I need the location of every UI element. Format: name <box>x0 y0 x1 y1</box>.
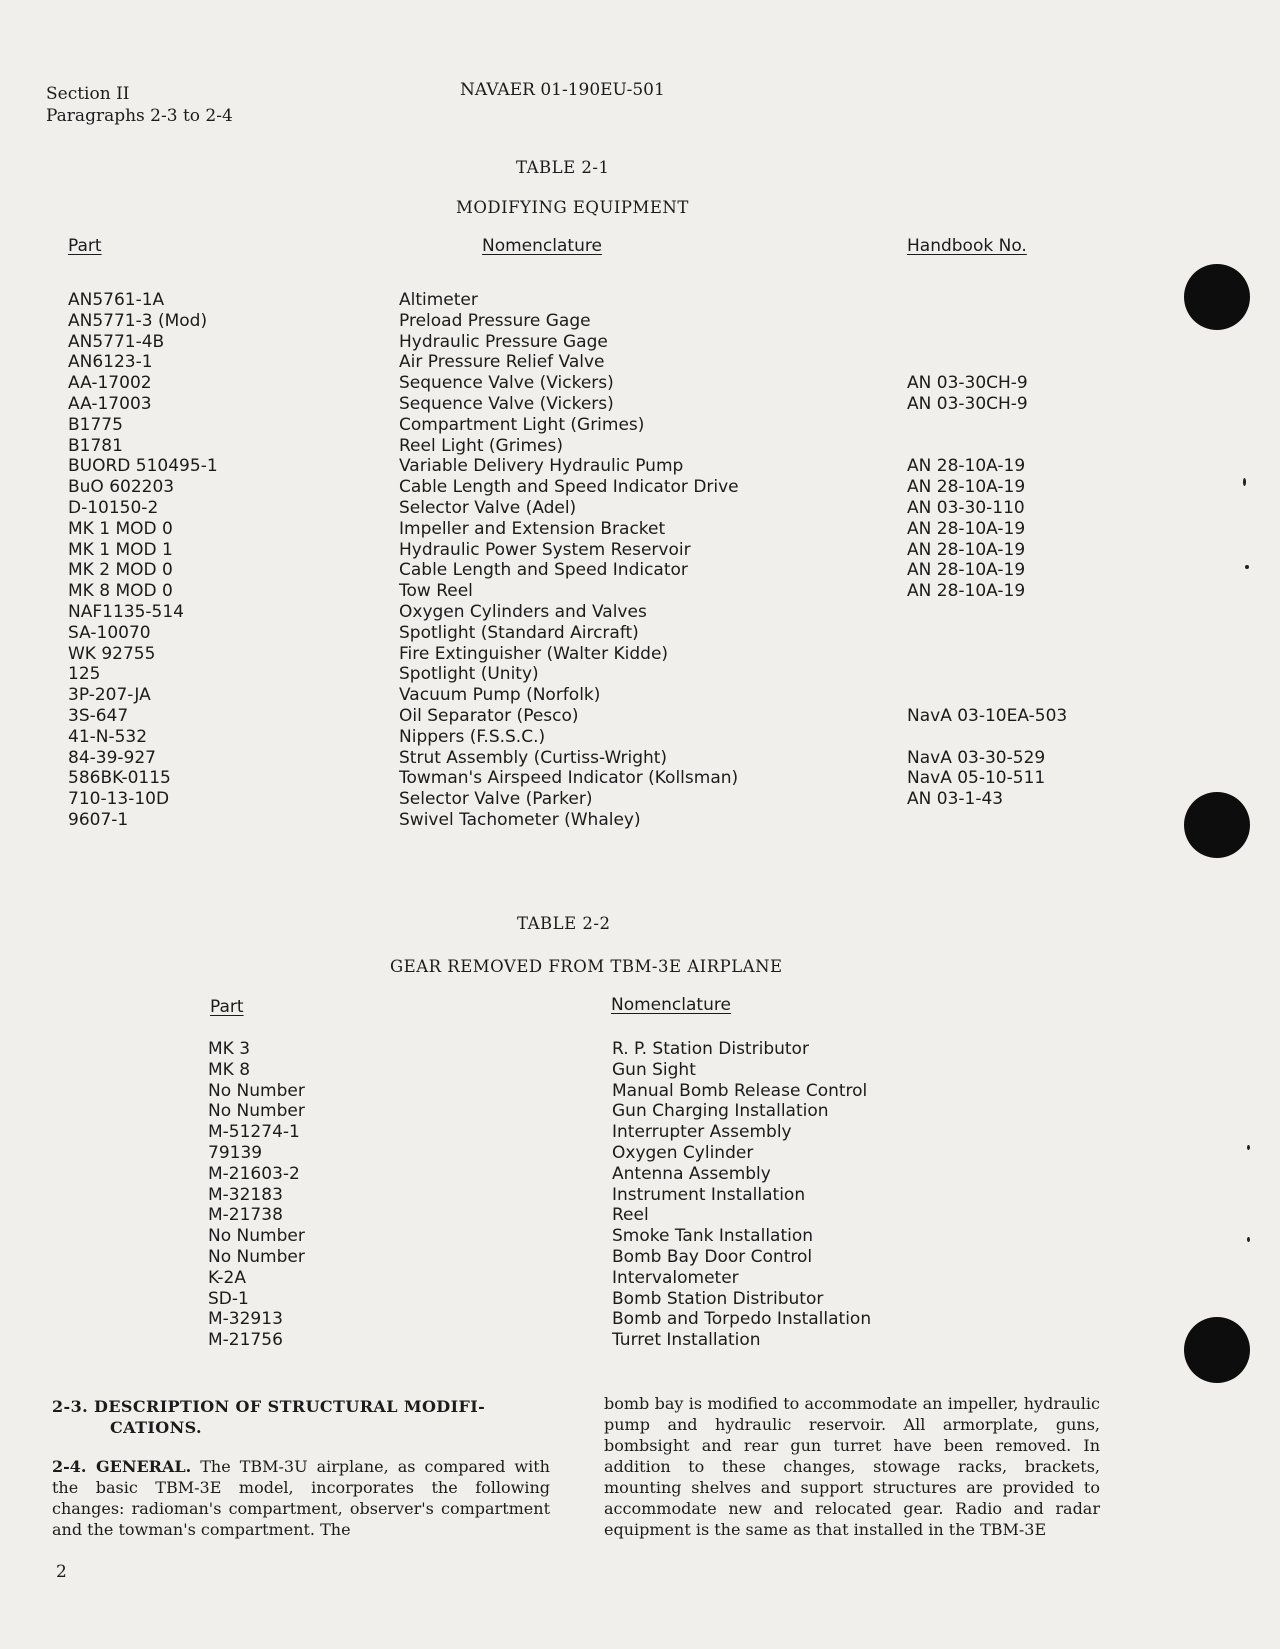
table1-part-column <box>68 290 218 831</box>
table1-part-cell: 84-39-927 <box>68 747 156 768</box>
table1-handbook-cell: AN 03-1-43 <box>907 789 1004 810</box>
table2-nomenclature-cell: Gun Charging Installation <box>612 1101 829 1122</box>
paragraph-2-4-body: The TBM-3U airplane, as compared with the basic TBM-3E model, incorporates the following changes: radioman's compartment, observer's compartment and the towman's compartment. The <box>52 1457 550 1539</box>
table1-part-cell: AN6123-1 <box>68 352 153 373</box>
table1-part-cell: 125 <box>68 664 101 685</box>
table2-nomenclature-cell: Manual Bomb Release Control <box>612 1080 868 1101</box>
table1-part-cell: AA-17002 <box>68 373 152 394</box>
section-label: Section II <box>46 84 130 104</box>
table1-handbook-cell: AN 28-10A-19 <box>907 477 1026 498</box>
table2-nomenclature-cell: Antenna Assembly <box>612 1163 771 1184</box>
table1-part-cell: NAF1135-514 <box>68 601 184 622</box>
binder-hole-middle <box>1184 792 1250 858</box>
table1-part-cell: 586BK-0115 <box>68 768 171 789</box>
table2-number: TABLE 2-2 <box>517 914 611 933</box>
table1-nomenclature-cell: Vacuum Pump (Norfolk) <box>399 685 601 706</box>
table1-handbook-cell: AN 28-10A-19 <box>907 560 1026 581</box>
table1-number: TABLE 2-1 <box>516 158 610 177</box>
table1-handbook-column <box>907 290 1067 831</box>
table2-part-cell: No Number <box>208 1246 305 1267</box>
binder-hole-bottom <box>1184 1317 1250 1383</box>
page-speck <box>1247 1237 1250 1242</box>
table1-part-cell: MK 1 MOD 0 <box>68 518 173 539</box>
table1-part-cell: MK 8 MOD 0 <box>68 581 173 602</box>
table1-handbook-cell: AN 03-30CH-9 <box>907 393 1028 414</box>
table1-handbook-cell <box>907 436 1067 457</box>
heading-2-3-line1: 2-3. DESCRIPTION OF STRUCTURAL MODIFI- <box>52 1397 486 1416</box>
table1-nomenclature-cell: Preload Pressure Gage <box>399 310 591 331</box>
table1-nomenclature-cell: Cable Length and Speed Indicator Drive <box>399 477 739 498</box>
table1-handbook-cell: AN 28-10A-19 <box>907 581 1026 602</box>
table1-nomenclature-cell: Air Pressure Relief Valve <box>399 352 605 373</box>
table1-nomenclature-cell: Sequence Valve (Vickers) <box>399 373 614 394</box>
table2-part-cell: M-21756 <box>208 1330 283 1351</box>
table1-handbook-cell <box>907 644 1067 665</box>
table2-nomenclature-cell: Bomb Station Distributor <box>612 1288 824 1309</box>
table1-nomenclature-cell: Swivel Tachometer (Whaley) <box>399 809 641 830</box>
table2-part-cell: SD-1 <box>208 1288 249 1309</box>
table1-part-cell: D-10150-2 <box>68 497 159 518</box>
table1-nomenclature-cell: Altimeter <box>399 290 478 310</box>
table1-part-cell: MK 1 MOD 1 <box>68 539 173 560</box>
table2-nomenclature-cell: R. P. Station Distributor <box>612 1039 809 1059</box>
table1-handbook-cell <box>907 332 1067 353</box>
table2-part-cell: No Number <box>208 1101 305 1122</box>
heading-2-3 <box>52 1396 562 1438</box>
table1-part-cell: WK 92755 <box>68 643 156 664</box>
table1-part-cell: 41-N-532 <box>68 726 148 747</box>
table1-part-cell: BuO 602203 <box>68 477 175 498</box>
table1-handbook-cell <box>907 623 1067 644</box>
table1-nomenclature-cell: Compartment Light (Grimes) <box>399 414 645 435</box>
binder-hole-top <box>1184 264 1250 330</box>
table2-nomenclature-cell: Reel <box>612 1205 649 1226</box>
table1-nomenclature-cell: Hydraulic Power System Reservoir <box>399 539 691 560</box>
page-speck <box>1245 565 1249 569</box>
section-header <box>46 83 233 127</box>
table2-nomenclature-cell: Turret Installation <box>612 1330 761 1351</box>
table2-part-cell: No Number <box>208 1226 305 1247</box>
table2-nomenclature-column <box>612 1039 871 1351</box>
page-speck <box>1247 1145 1250 1150</box>
table2-part-cell: MK 3 <box>208 1039 251 1059</box>
table1-nomenclature-cell: Selector Valve (Adel) <box>399 497 577 518</box>
table1-nomenclature-cell: Fire Extinguisher (Walter Kidde) <box>399 643 669 664</box>
table2-part-cell: 79139 <box>208 1142 263 1163</box>
table1-nomenclature-cell: Oil Separator (Pesco) <box>399 705 579 726</box>
table1-nomenclature-cell: Strut Assembly (Curtiss-Wright) <box>399 747 668 768</box>
table2-part-cell: M-32183 <box>208 1184 283 1205</box>
table2-part-column <box>208 1039 305 1351</box>
table2-title: GEAR REMOVED FROM TBM-3E AIRPLANE <box>390 957 783 976</box>
table1-handbook-cell: AN 03-30CH-9 <box>907 373 1028 394</box>
table1-part-cell: AN5771-3 (Mod) <box>68 310 208 331</box>
document-number: NAVAER 01-190EU-501 <box>460 80 665 100</box>
table2-nomenclature-cell: Smoke Tank Installation <box>612 1226 814 1247</box>
table1-part-cell: AA-17003 <box>68 393 152 414</box>
table1-nomenclature-column <box>399 290 739 831</box>
table1-handbook-cell: NavA 03-30-529 <box>907 747 1046 768</box>
table1-part-cell: B1775 <box>68 414 123 435</box>
paragraph-2-4 <box>52 1456 550 1540</box>
table1-handbook-cell: NavA 05-10-511 <box>907 768 1046 789</box>
table1-handbook-cell <box>907 415 1067 436</box>
table1-handbook-cell: AN 03-30-110 <box>907 497 1025 518</box>
paragraphs-label: Paragraphs 2-3 to 2-4 <box>46 106 233 126</box>
table1-nomenclature-cell: Tow Reel <box>399 581 473 602</box>
table2-part-cell: K-2A <box>208 1267 246 1288</box>
table1-nomenclature-cell: Spotlight (Standard Aircraft) <box>399 622 639 643</box>
table1-nomenclature-cell: Selector Valve (Parker) <box>399 789 593 810</box>
table1-nomenclature-cell: Cable Length and Speed Indicator <box>399 560 688 581</box>
table1-nomenclature-cell: Towman's Airspeed Indicator (Kollsman) <box>399 768 739 789</box>
paragraph-right-column: bomb bay is modified to accommodate an impeller, hydraulic pump and hydraulic reservoir. All armorplate, guns, bombsight and rear gun turret have been removed. In addition to these changes, stowage racks, brackets, mounting shelves and support structures are provided to accommodate new and relocated gear. Radio and radar equipment is the same as that installed in the TBM-3E <box>604 1394 1100 1539</box>
table2-nomenclature-cell: Instrument Installation <box>612 1184 806 1205</box>
table1-handbook-cell <box>907 352 1067 373</box>
table1-handbook-cell <box>907 727 1067 748</box>
table2-part-cell: M-51274-1 <box>208 1122 300 1143</box>
table1-col-part: Part <box>68 236 102 256</box>
table2-part-cell: M-21603-2 <box>208 1163 300 1184</box>
table1-nomenclature-cell: Sequence Valve (Vickers) <box>399 393 614 414</box>
table1-part-cell: 3S-647 <box>68 705 129 726</box>
table2-part-cell: M-21738 <box>208 1205 283 1226</box>
table1-handbook-cell <box>907 685 1067 706</box>
table2-nomenclature-cell: Interrupter Assembly <box>612 1122 792 1143</box>
table1-handbook-cell <box>907 664 1067 685</box>
table1-part-cell: AN5771-4B <box>68 331 165 352</box>
table2-col-part: Part <box>210 997 244 1017</box>
table2-col-nomenclature: Nomenclature <box>611 995 731 1015</box>
table2-part-cell: MK 8 <box>208 1059 251 1080</box>
table2-nomenclature-cell: Bomb and Torpedo Installation <box>612 1309 872 1330</box>
table1-title: MODIFYING EQUIPMENT <box>456 198 689 217</box>
table2-nomenclature-cell: Oxygen Cylinder <box>612 1142 754 1163</box>
table2-nomenclature-cell: Intervalometer <box>612 1267 739 1288</box>
table1-handbook-cell <box>907 810 1067 831</box>
table1-handbook-cell: AN 28-10A-19 <box>907 518 1026 539</box>
table2-nomenclature-cell: Bomb Bay Door Control <box>612 1246 813 1267</box>
table1-nomenclature-cell: Impeller and Extension Bracket <box>399 518 666 539</box>
page-speck <box>1243 478 1246 486</box>
table1-part-cell: 710-13-10D <box>68 789 170 810</box>
table2-nomenclature-cell: Gun Sight <box>612 1059 696 1080</box>
table1-part-cell: SA-10070 <box>68 622 151 643</box>
table2-part-cell: M-32913 <box>208 1309 283 1330</box>
table1-handbook-cell: AN 28-10A-19 <box>907 456 1026 477</box>
table2-part-cell: No Number <box>208 1080 305 1101</box>
table1-handbook-cell <box>907 602 1067 623</box>
table1-part-cell: 3P-207-JA <box>68 685 151 706</box>
table1-handbook-cell: NavA 03-10EA-503 <box>907 705 1068 726</box>
heading-2-3-line2: CATIONS. <box>110 1418 202 1437</box>
table1-col-nomenclature: Nomenclature <box>482 236 602 256</box>
table1-nomenclature-cell: Oxygen Cylinders and Valves <box>399 601 647 622</box>
table1-nomenclature-cell: Nippers (F.S.S.C.) <box>399 726 546 747</box>
table1-handbook-cell: AN 28-10A-19 <box>907 539 1026 560</box>
table1-part-cell: MK 2 MOD 0 <box>68 560 173 581</box>
table1-part-cell: 9607-1 <box>68 809 129 830</box>
table1-col-handbook: Handbook No. <box>907 236 1027 256</box>
paragraph-2-4-label: 2-4. GENERAL. <box>52 1457 192 1476</box>
table1-handbook-cell <box>907 290 1067 311</box>
page-number: 2 <box>56 1562 67 1582</box>
table1-part-cell: B1781 <box>68 435 123 456</box>
table1-nomenclature-cell: Spotlight (Unity) <box>399 664 539 685</box>
table1-nomenclature-cell: Hydraulic Pressure Gage <box>399 331 608 352</box>
table1-part-cell: BUORD 510495-1 <box>68 456 218 477</box>
table1-nomenclature-cell: Variable Delivery Hydraulic Pump <box>399 456 684 477</box>
table1-part-cell: AN5761-1A <box>68 290 165 310</box>
table1-handbook-cell <box>907 311 1067 332</box>
table1-nomenclature-cell: Reel Light (Grimes) <box>399 435 563 456</box>
